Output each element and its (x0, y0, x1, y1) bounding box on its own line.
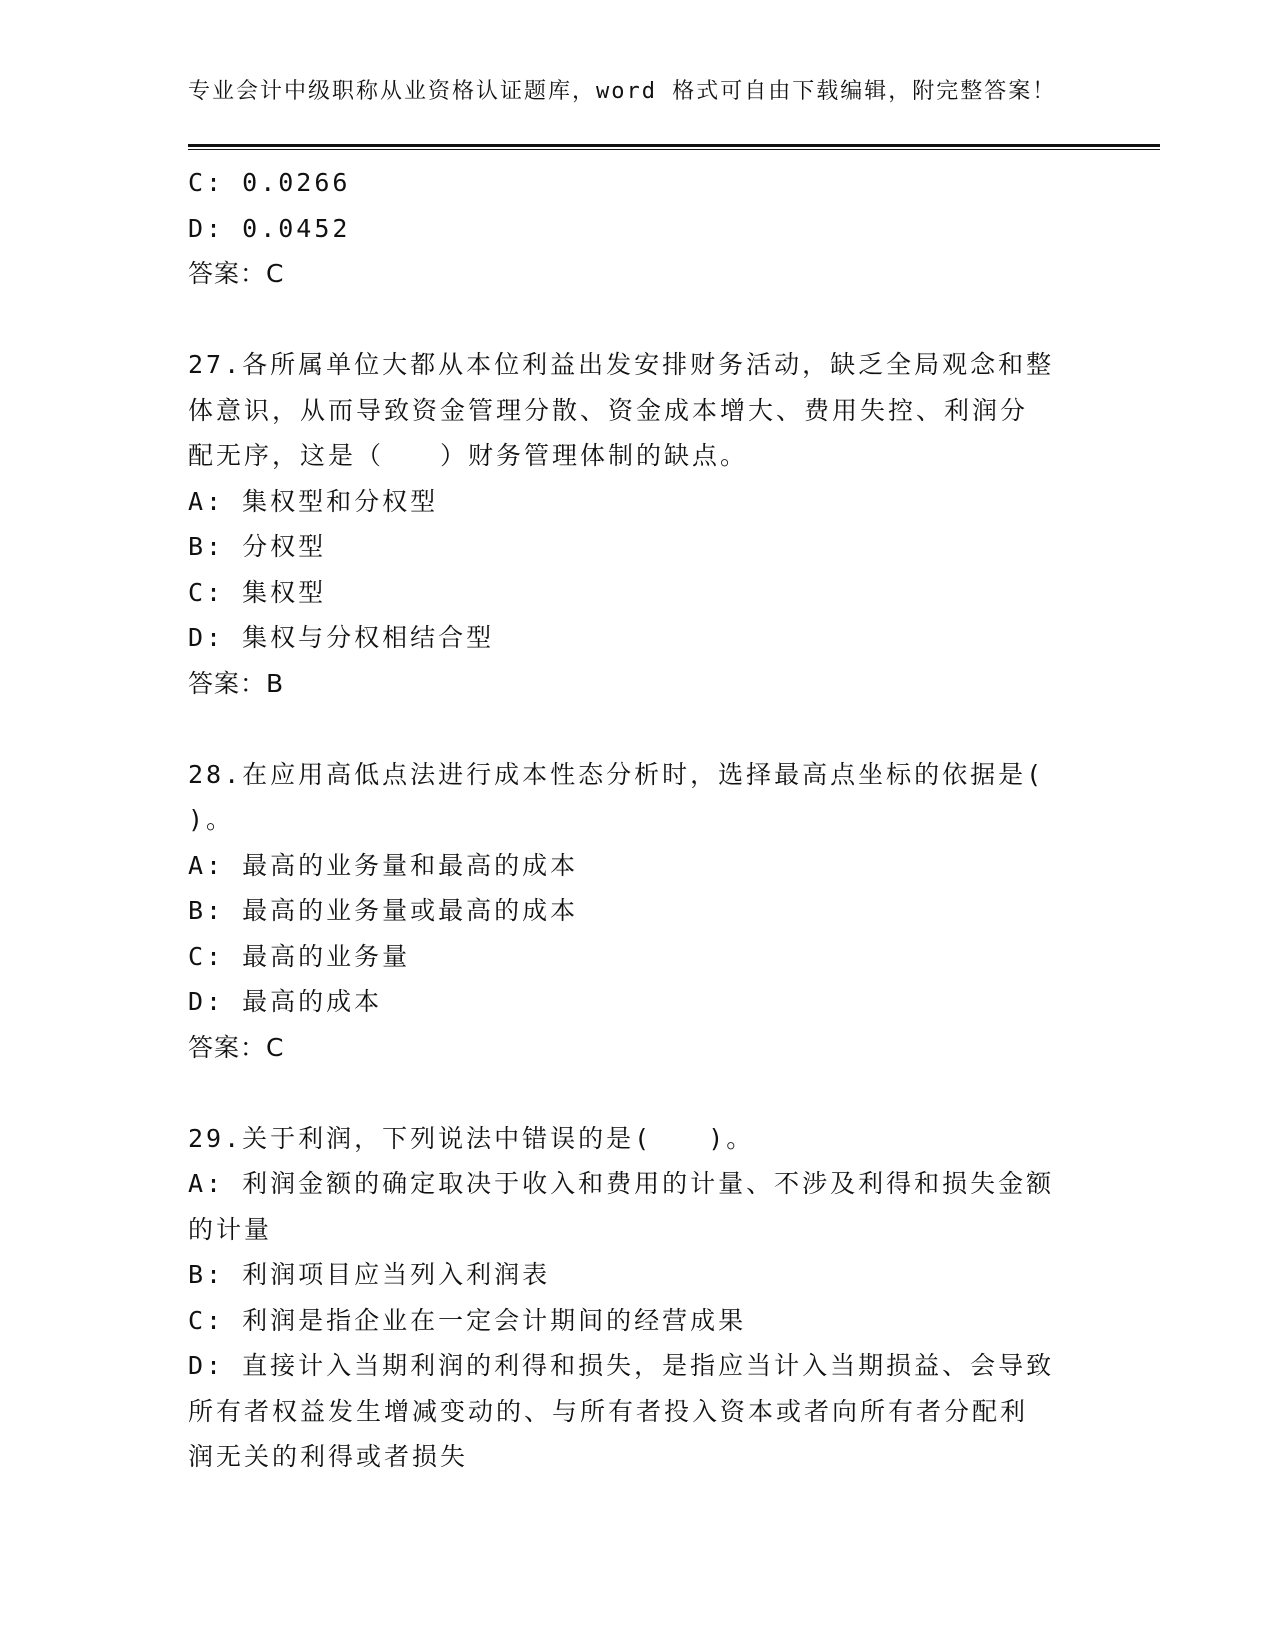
q26-option-c: C: 0.0266 (188, 168, 351, 197)
q29-option-d-line: 润无关的利得或者损失 (188, 1442, 469, 1471)
q29-option-a-line: A: 利润金额的确定取决于收入和费用的计量、不涉及利得和损失金额 (188, 1169, 1055, 1198)
q27-stem-line: 配无序，这是（ ）财务管理体制的缺点。 (188, 441, 749, 470)
q27-stem-line: 27.各所属单位大都从本位利益出发安排财务活动，缺乏全局观念和整 (188, 350, 1055, 379)
q27-option-c: C: 集权型 (188, 577, 327, 607)
q27-option-a: A: 集权型和分权型 (188, 486, 439, 516)
q29-option-d-line: D: 直接计入当期利润的利得和损失，是指应当计入当期损益、会导致 (188, 1351, 1055, 1380)
q27-stem-line: 体意识，从而导致资金管理分散、资金成本增大、费用失控、利润分 (188, 395, 1029, 425)
q28-stem-line: 28.在应用高低点法进行成本性态分析时，选择最高点坐标的依据是( (188, 759, 1045, 789)
q28-stem-line: )。 (188, 805, 235, 834)
q28-answer: 答案：C (188, 1032, 285, 1062)
q26-answer: 答案：C (188, 259, 285, 288)
header-rule-thin (188, 149, 1160, 150)
spacer (188, 1070, 1088, 1116)
page-header: 专业会计中级职称从业资格认证题库，word 格式可自由下载编辑，附完整答案！ (188, 79, 1057, 104)
question-content (188, 160, 1088, 1480)
spacer (188, 706, 1088, 752)
q28-option-a: A: 最高的业务量和最高的成本 (188, 850, 579, 880)
q27-option-b: B: 分权型 (188, 532, 327, 561)
q29-option-a-line: 的计量 (188, 1214, 273, 1244)
q29-option-c: C: 利润是指企业在一定会计期间的经营成果 (188, 1305, 747, 1335)
q28-option-d: D: 最高的成本 (188, 987, 383, 1016)
q29-stem: 29.关于利润，下列说法中错误的是( )。 (188, 1123, 755, 1153)
q29-option-d-line: 所有者权益发生增减变动的、与所有者投入资本或者向所有者分配利 (188, 1396, 1029, 1426)
q27-option-d: D: 集权与分权相结合型 (188, 623, 495, 652)
q28-option-b: B: 最高的业务量或最高的成本 (188, 896, 579, 925)
q26-option-d: D: 0.0452 (188, 213, 351, 243)
spacer (188, 297, 1088, 343)
q27-answer: 答案：B (188, 668, 285, 698)
q28-option-c: C: 最高的业务量 (188, 941, 411, 971)
q29-option-b: B: 利润项目应当列入利润表 (188, 1260, 551, 1289)
header-rule-thick (188, 144, 1160, 147)
